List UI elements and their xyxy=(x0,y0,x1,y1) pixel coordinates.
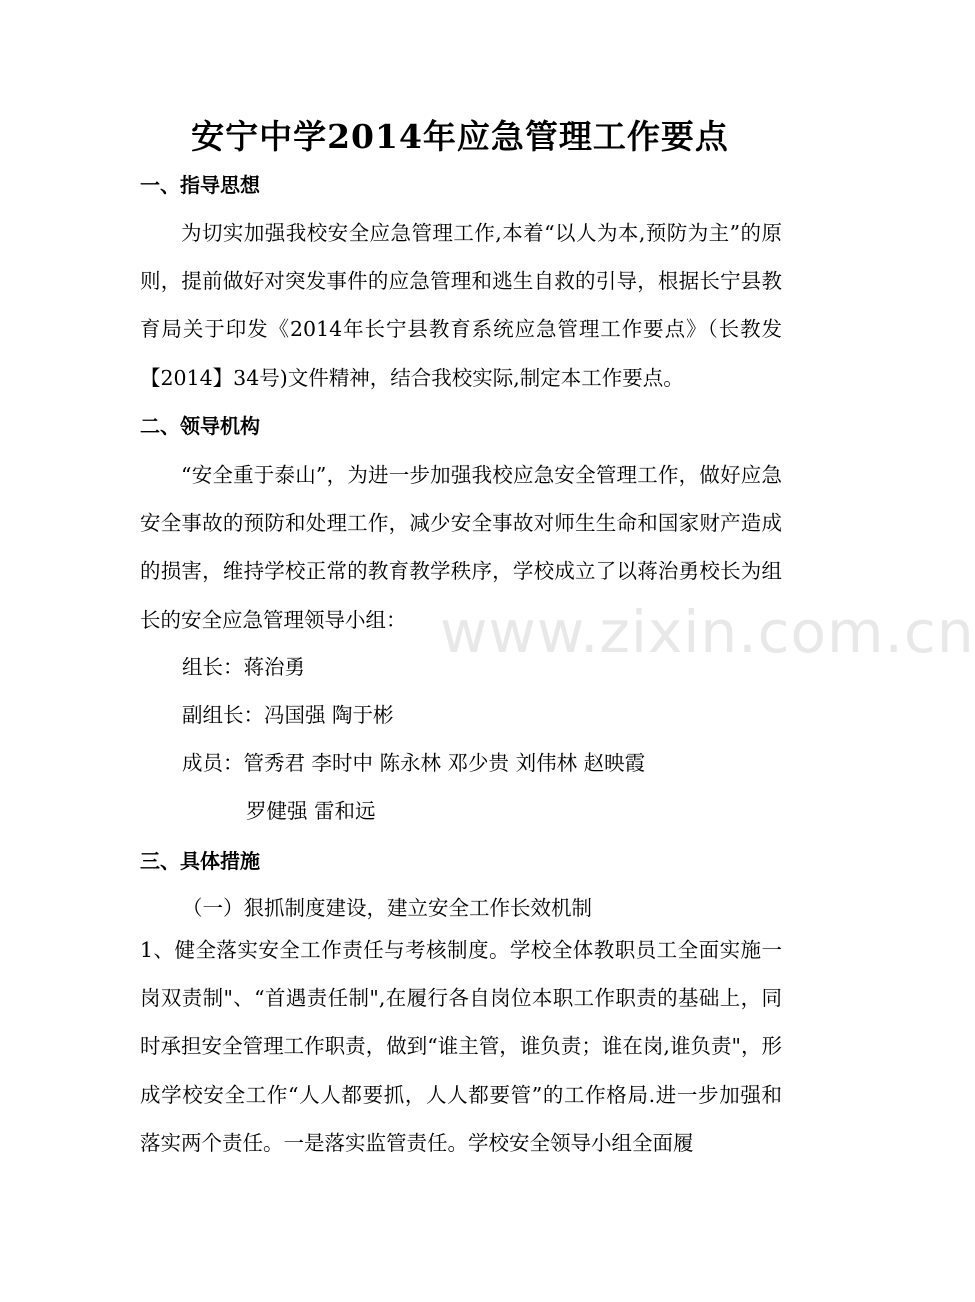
members-line: 成员：管秀君 李时中 陈永林 邓少贵 刘伟林 赵映霞 xyxy=(182,751,646,775)
watermark: www.zixin.com.cn xyxy=(440,598,975,666)
leader-line: 组长：蒋治勇 xyxy=(182,655,305,679)
paragraph-leadership: “安全重于泰山”，为进一步加强我校应急安全管理工作，做好应急安全事故的预防和处理工作，减少安全事故对师生生命和国家财产造成的损害，维持学校正常的教育教学秩序，学校成立了以蒋治勇校长为组长的安全应急管理领导小组： xyxy=(140,463,782,632)
paragraph-guiding-thought: 为切实加强我校安全应急管理工作,本着“以人为本,预防为主”的原则，提前做好对突发事件的应急管理和逃生自救的引导，根据长宁县教育局关于印发《2014年长宁县教育系统应急管理工作要点》（长教发【2014】34号)文件精神，结合我校实际,制定本工作要点。 xyxy=(140,221,782,390)
paragraph-responsibility-system: 1、健全落实安全工作责任与考核制度。学校全体教职员工全面实施一岗双责制"、“首遇责任制",在履行各自岗位本职工作职责的基础上，同时承担安全管理工作职责，做到“谁主管，谁负责；谁在岗,谁负责"，形成学校安全工作“人人都要抓，人人都要管”的工作格局.进一步加强和落实两个责任。一是落实监管责任。学校安全领导小组全面履 xyxy=(140,938,782,1155)
subheading-system-building: （一）狠抓制度建设，建立安全工作长效机制 xyxy=(182,896,592,920)
section-heading-guiding-thought: 一、指导思想 xyxy=(140,173,260,197)
deputy-leader-line: 副组长：冯国强 陶于彬 xyxy=(182,703,394,727)
members-line-continued: 罗健强 雷和远 xyxy=(246,799,376,823)
section-heading-measures: 三、具体措施 xyxy=(140,849,260,873)
section-heading-leadership: 二、领导机构 xyxy=(140,414,260,438)
document-title: 安宁中学2014年应急管理工作要点 xyxy=(191,117,729,156)
